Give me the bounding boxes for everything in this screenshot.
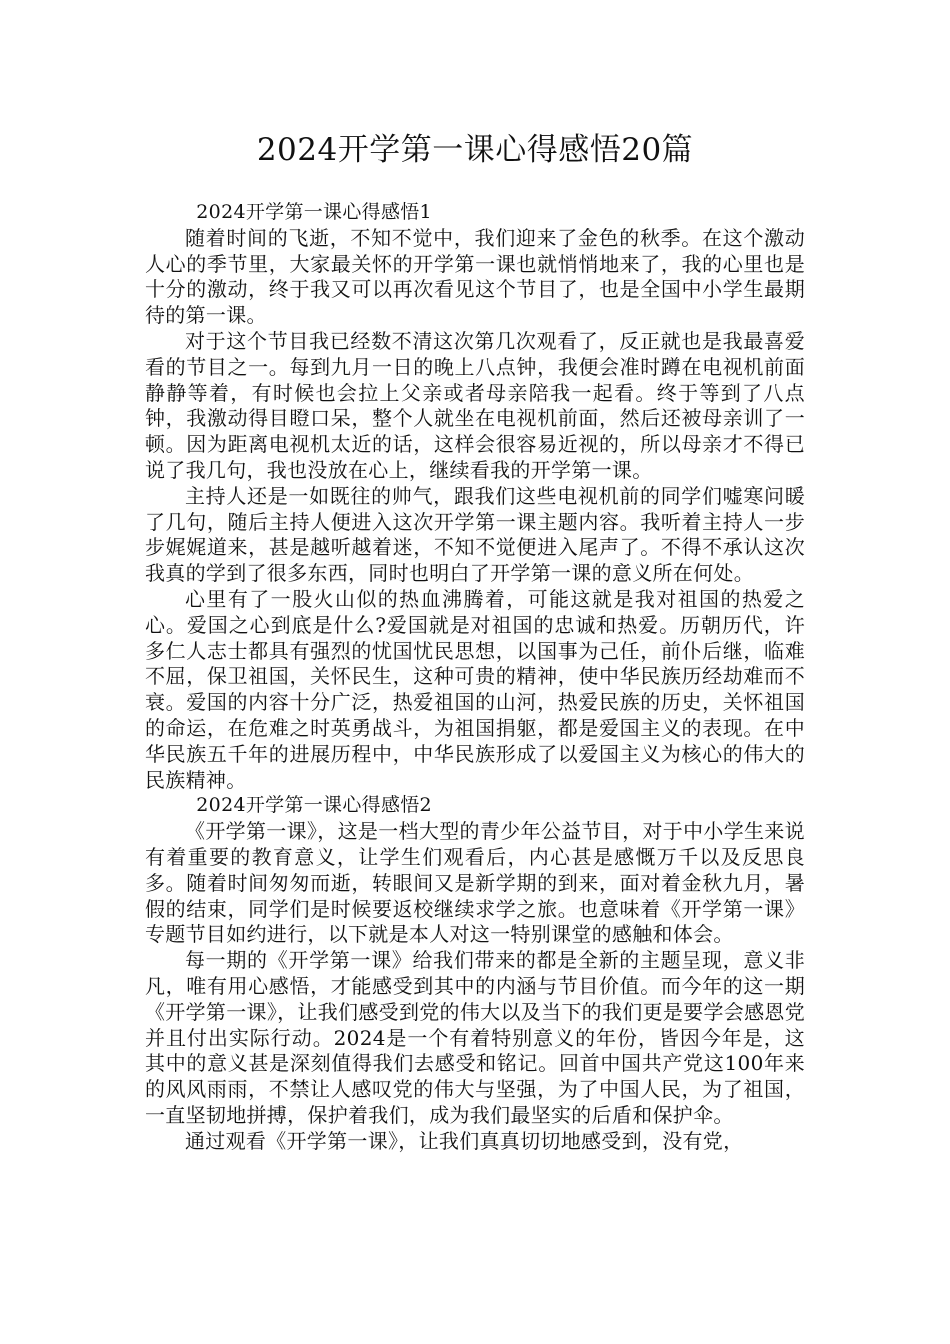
document-title: 2024开学第一课心得感悟20篇 <box>256 132 694 168</box>
paragraph: 《开学第一课》，这是一档大型的青少年公益节目，对于中小学生来说有着重要的教育意义，让学生们观看后，内心甚是感慨万千以及反思良多。随着时间匆匆而逝，转眼间又是新学期的到来，面对着金秋九月，暑假的结束，同学们是时候要返校继续求学之旅。也意味着《开学第一课》专题节目如约进行，以下就是本人对这一特别课堂的感触和体会。 <box>145 819 805 947</box>
paragraph: 随着时间的飞逝，不知不觉中，我们迎来了金色的秋季。在这个激动人心的季节里，大家最关怀的开学第一课也就悄悄地来了，我的心里也是十分的激动，终于我又可以再次看见这个节目了，也是全国中小学生最期待的第一课。 <box>145 225 805 328</box>
paragraph: 每一期的《开学第一课》给我们带来的都是全新的主题呈现，意义非凡，唯有用心感悟，才能感受到其中的内涵与节目价值。而今年的这一期《开学第一课》，让我们感受到党的伟大以及当下的我们更是要学会感恩党并且付出实际行动。2024是一个有着特别意义的年份，皆因今年是，这其中的意义甚是深刻值得我们去感受和铭记。回首中国共产党这100年来的风风雨雨，不禁让人感叹党的伟大与坚强，为了中国人民，为了祖国，一直坚韧地拼搏，保护着我们，成为我们最坚实的后盾和保护伞。 <box>145 948 805 1127</box>
section-heading-1: 2024开学第一课心得感悟1 <box>196 201 432 223</box>
section-heading-2: 2024开学第一课心得感悟2 <box>196 794 432 817</box>
paragraph: 对于这个节目我已经数不清这次第几次观看了，反正就也是我最喜爱看的节目之一。每到九月一日的晚上八点钟，我便会准时蹲在电视机前面静静等着，有时候也会拉上父亲或者母亲陪我一起看。终于等到了八点钟，我激动得目瞪口呆，整个人就坐在电视机前面，然后还被母亲训了一顿。因为距离电视机太近的话，这样会很容易近视的，所以母亲才不得已说了我几句，我也没放在心上，继续看我的开学第一课。 <box>145 328 805 482</box>
paragraph: 主持人还是一如既往的帅气，跟我们这些电视机前的同学们嘘寒问暖了几句，随后主持人便进入这次开学第一课主题内容。我听着主持人一步步娓娓道来，甚是越听越着迷，不知不觉便进入尾声了。不得不承认这次我真的学到了很多东西，同时也明白了开学第一课的意义所在何处。 <box>145 483 805 586</box>
document-body <box>145 200 805 1154</box>
paragraph: 通过观看《开学第一课》，让我们真真切切地感受到，没有党， <box>185 1128 744 1153</box>
paragraph: 心里有了一股火山似的热血沸腾着，可能这就是我对祖国的热爱之心。爱国之心到底是什么?爱国就是对祖国的忠诚和热爱。历朝历代，许多仁人志士都具有强烈的忧国忧民思想，以国事为己任，前仆后继，临难不屈，保卫祖国，关怀民生，这种可贵的精神，使中华民族历经劫难而不衰。爱国的内容十分广泛，热爱祖国的山河，热爱民族的历史，关怀祖国的命运，在危难之时英勇战斗，为祖国捐躯，都是爱国主义的表现。在中华民族五千年的进展历程中，中华民族形成了以爱国主义为核心的伟大的民族精神。 <box>145 586 805 792</box>
